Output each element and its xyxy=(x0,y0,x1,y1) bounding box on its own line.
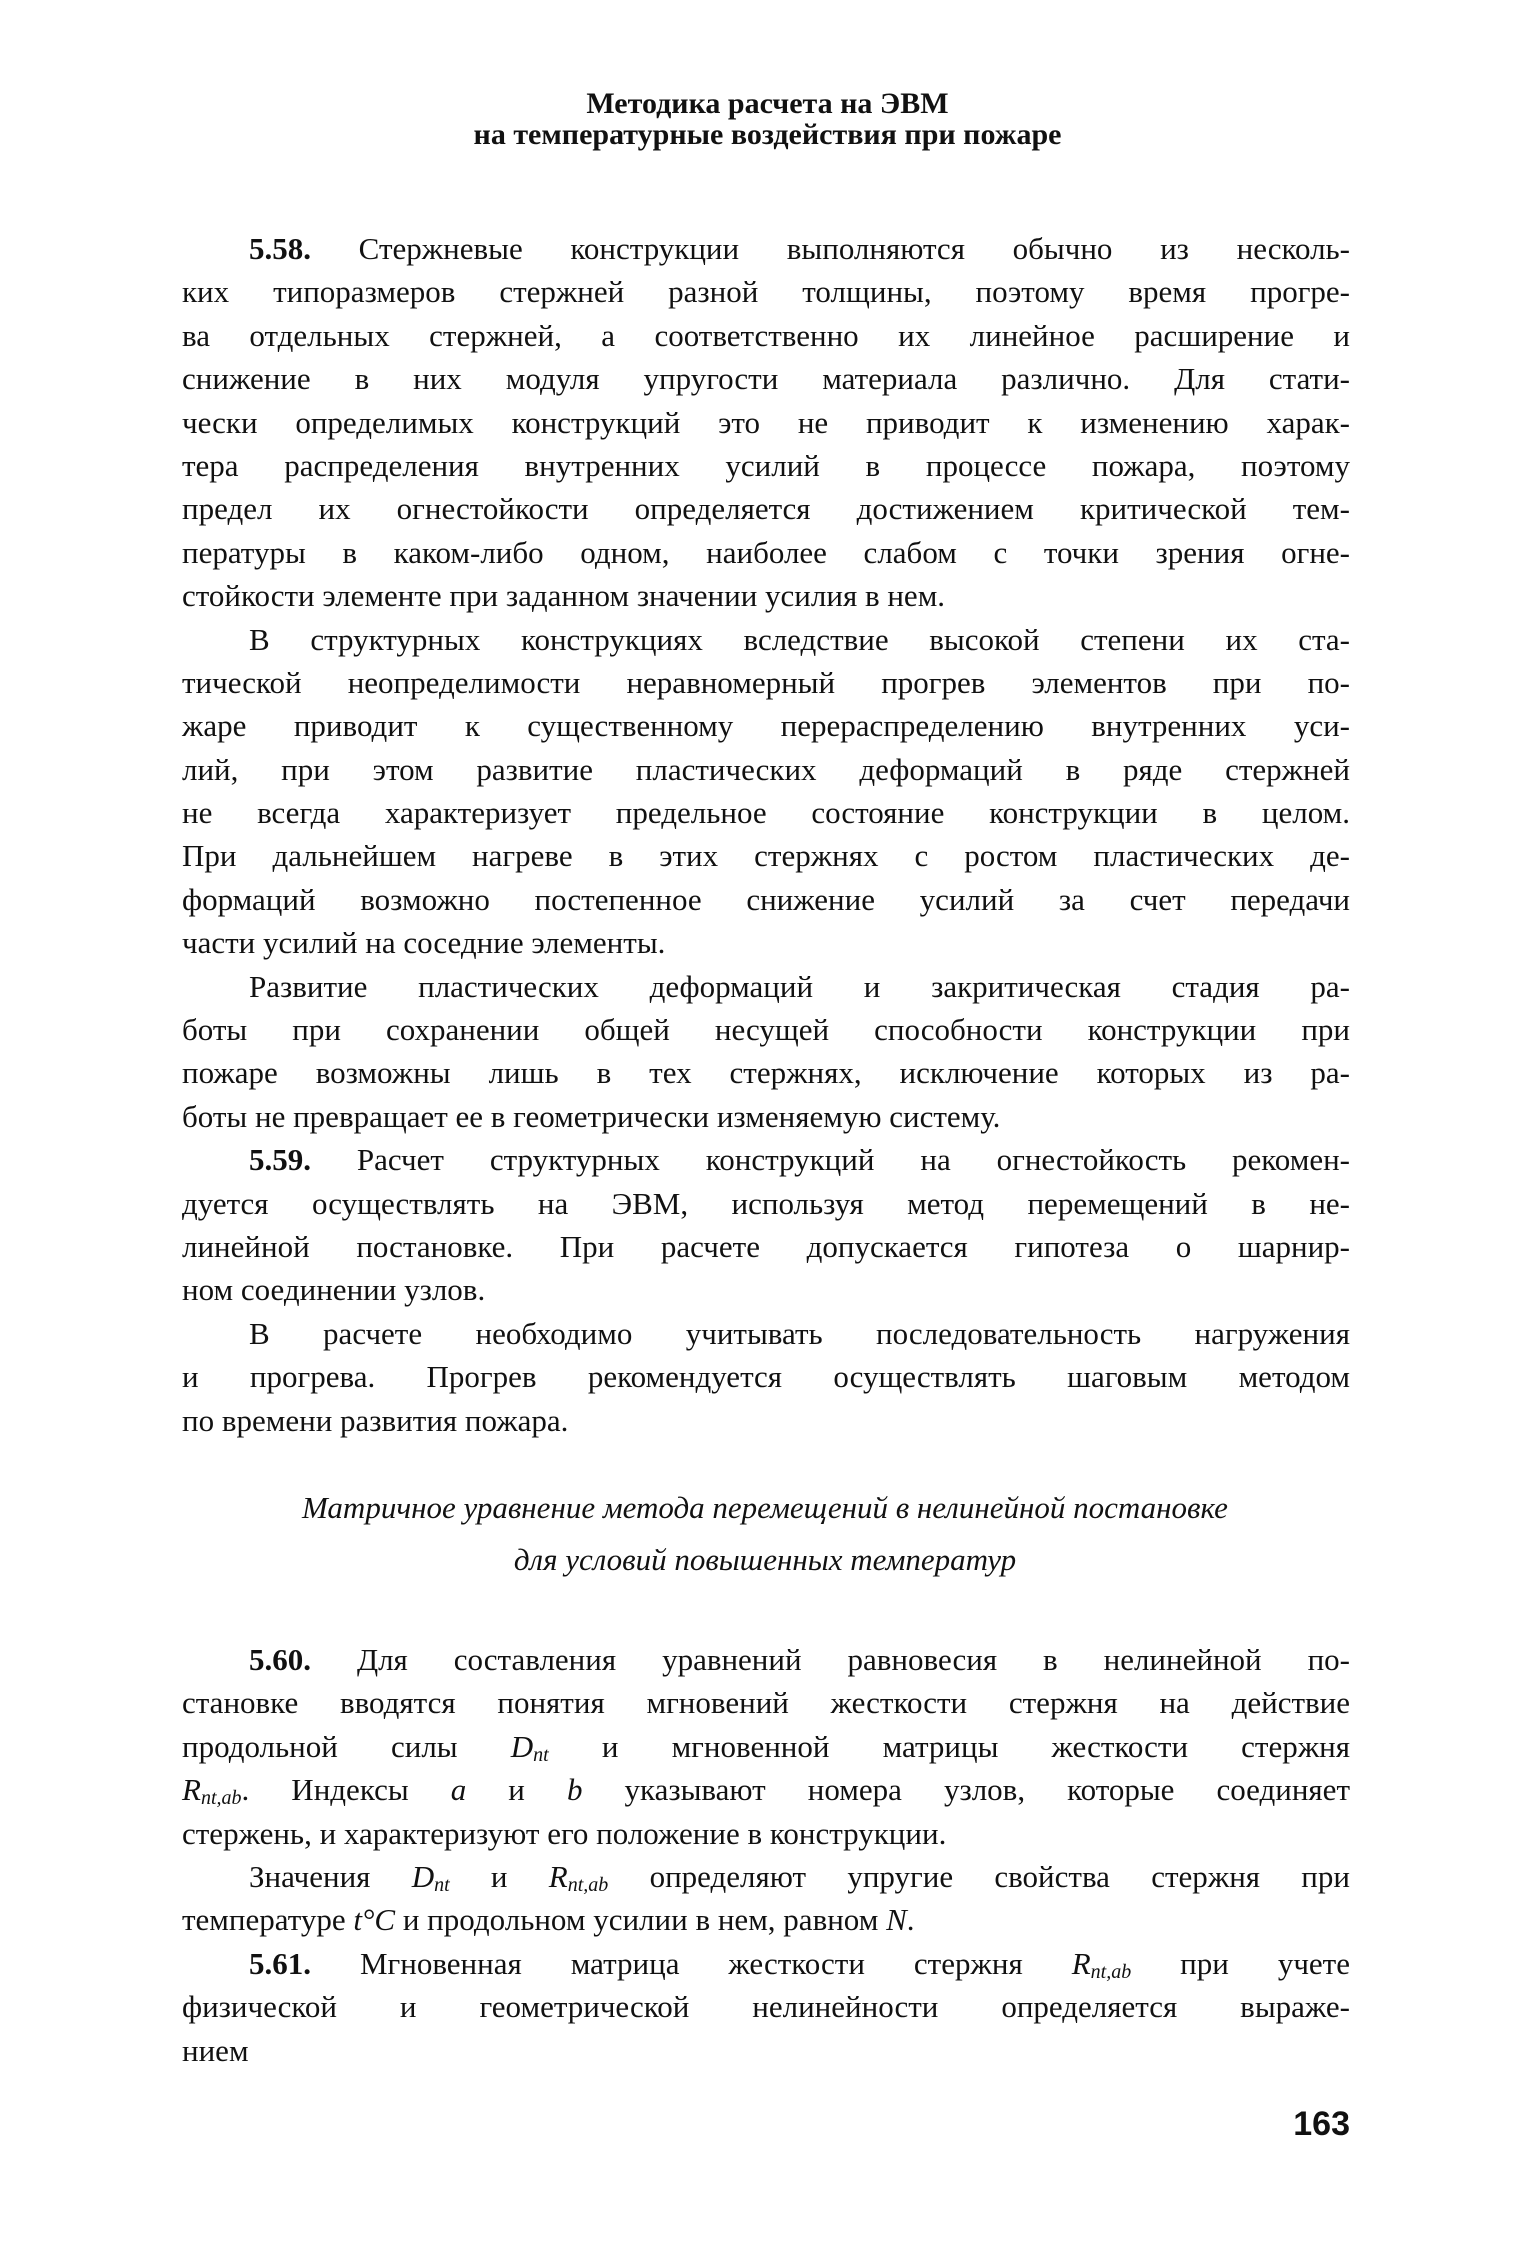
math-symbol: b xyxy=(566,1772,583,1808)
text-line xyxy=(182,270,1350,313)
text-line xyxy=(182,2029,1350,2072)
text-span: ва отдельных стержней, а соответственно их линейное расширение и xyxy=(182,317,1350,353)
paragraph xyxy=(182,1312,1350,1442)
text-line xyxy=(182,227,1350,270)
text-span: по времени развития пожара. xyxy=(182,1402,569,1438)
text-span: В структурных конструкциях вследствие высокой степени их ста- xyxy=(249,621,1350,657)
text-span: ном соединении узлов. xyxy=(182,1272,486,1308)
text-line xyxy=(182,401,1350,444)
text-line xyxy=(182,1638,1350,1681)
subscript: nt xyxy=(533,1743,549,1766)
text-span: тической неопределимости неравномерный прогрев элементов при по- xyxy=(182,664,1350,700)
paragraph xyxy=(182,618,1350,965)
text-span: 5.60. xyxy=(249,1642,311,1677)
text-line xyxy=(182,1942,1350,1985)
text-span: . Индексы xyxy=(241,1772,451,1808)
text-line xyxy=(182,1008,1350,1051)
text-line xyxy=(182,357,1350,400)
text-span: Развитие пластических деформаций и закритическая стадия ра- xyxy=(249,968,1350,1004)
text-span: жаре приводит к существенному перераспределению внутренних уси- xyxy=(182,708,1350,744)
paragraph xyxy=(182,1138,1350,1312)
text-line xyxy=(182,965,1350,1008)
text-line xyxy=(182,487,1350,530)
math-symbol: t°C xyxy=(353,1902,396,1938)
text-span: боты не превращает ее в геометрически изменяемую систему. xyxy=(182,1098,1001,1134)
text-line xyxy=(182,1268,1350,1311)
text-span: температуре xyxy=(182,1902,354,1938)
text-span: линейной постановке. При расчете допускается гипотеза о шарнир- xyxy=(182,1228,1350,1264)
text-line xyxy=(182,1812,1350,1855)
math-symbol: D xyxy=(411,1858,435,1894)
math-symbol: D xyxy=(510,1728,534,1764)
text-line xyxy=(182,661,1350,704)
text-line xyxy=(182,314,1350,357)
page-number: 163 xyxy=(1293,2105,1350,2143)
text-line xyxy=(182,1225,1350,1268)
text-span: чески определимых конструкций это не приводит к изменению харак- xyxy=(182,404,1350,440)
subscript: nt,ab xyxy=(567,1873,609,1896)
text-line xyxy=(182,1681,1350,1724)
text-line xyxy=(182,444,1350,487)
text-span: указывают номера узлов, которые соединяет xyxy=(582,1772,1350,1808)
section-title-line-2: на температурные воздействия при пожаре xyxy=(473,118,1062,151)
text-line xyxy=(182,1898,1350,1941)
text-line xyxy=(182,1182,1350,1225)
text-span: и продольном усилии в нем, равном xyxy=(395,1902,887,1938)
text-span: боты при сохранении общей несущей способности конструкции при xyxy=(182,1012,1350,1048)
text-span: Стержневые конструкции выполняются обычно из несколь- xyxy=(311,231,1350,266)
text-span: нием xyxy=(182,2032,249,2068)
text-span: тера распределения внутренних усилий в процессе пожара, поэтому xyxy=(182,447,1350,483)
text-span: становке вводятся понятия мгновений жесткости стержня на действие xyxy=(182,1685,1350,1721)
text-line xyxy=(182,878,1350,921)
text-line xyxy=(182,1725,1350,1768)
text-line xyxy=(182,1095,1350,1138)
text-span: при учете xyxy=(1131,1945,1350,1981)
text-span: и xyxy=(449,1858,549,1894)
text-line xyxy=(182,1855,1350,1898)
text-span: В расчете необходимо учитывать последовательность нагружения xyxy=(249,1315,1350,1351)
body-text-block-1 xyxy=(182,227,1350,1442)
text-span: стойкости элементе при заданном значении усилия в нем. xyxy=(182,578,946,614)
body-text-block-2 xyxy=(182,1638,1350,2072)
text-span: части усилий на соседние элементы. xyxy=(182,925,666,961)
subscript: nt,ab xyxy=(200,1787,242,1810)
text-line xyxy=(182,1768,1350,1811)
section-title-line-1: Методика расчета на ЭВМ xyxy=(586,87,949,120)
text-line xyxy=(182,921,1350,964)
paragraph xyxy=(182,965,1350,1139)
paragraph xyxy=(182,227,1350,618)
text-span: Мгновенная матрица жесткости стержня xyxy=(311,1945,1072,1981)
text-span: не всегда характеризует предельное состояние конструкции в целом. xyxy=(182,795,1350,831)
paragraph xyxy=(182,1855,1350,1942)
subscript: nt,ab xyxy=(1090,1960,1132,1983)
text-span: и xyxy=(466,1772,567,1808)
text-span: формаций возможно постепенное снижение усилий за счет передачи xyxy=(182,881,1350,917)
text-span: и мгновенной матрицы жесткости стержня xyxy=(548,1728,1350,1764)
text-span: 5.61. xyxy=(249,1945,311,1981)
text-span: пературы в каком-либо одном, наиболее слабом с точки зрения огне- xyxy=(182,534,1350,570)
text-span: Для составления уравнений равновесия в нелинейной по- xyxy=(311,1642,1350,1677)
text-line xyxy=(182,704,1350,747)
text-line xyxy=(182,1355,1350,1398)
text-line xyxy=(182,1138,1350,1181)
text-line xyxy=(182,574,1350,617)
text-line xyxy=(182,791,1350,834)
text-line xyxy=(182,1985,1350,2028)
text-span: При дальнейшем нагреве в этих стержнях с ростом пластических де- xyxy=(182,838,1350,874)
text-span: 5.59. xyxy=(249,1142,311,1178)
text-span: определяют упругие свойства стержня при xyxy=(608,1858,1350,1894)
text-span: пожаре возможны лишь в тех стержнях, исключение которых из ра- xyxy=(182,1055,1350,1091)
text-line xyxy=(182,1312,1350,1355)
math-symbol: R xyxy=(182,1772,201,1808)
text-span: дуется осуществлять на ЭВМ, используя метод перемещений в не- xyxy=(182,1185,1350,1221)
text-span: физической и геометрической нелинейности определяется выраже- xyxy=(182,1989,1350,2025)
math-symbol: R xyxy=(548,1858,568,1894)
text-line xyxy=(182,834,1350,877)
text-line xyxy=(182,1399,1350,1442)
text-span: предел их огнестойкости определяется достижением критической тем- xyxy=(182,491,1350,527)
text-line xyxy=(182,1051,1350,1094)
subheading-line-1: Матричное уравнение метода перемещений в нелинейной постановке xyxy=(302,1490,1228,1525)
text-line xyxy=(182,748,1350,791)
text-span: . xyxy=(906,1902,915,1938)
text-line xyxy=(182,618,1350,661)
paragraph xyxy=(182,1942,1350,2072)
math-symbol: R xyxy=(1071,1945,1091,1981)
text-span: и прогрева. Прогрев рекомендуется осуществлять шаговым методом xyxy=(182,1359,1350,1395)
text-span: продольной силы xyxy=(182,1728,511,1764)
text-span: 5.58. xyxy=(249,231,311,266)
text-span: ких типоразмеров стержней разной толщины, поэтому время прогре- xyxy=(182,274,1350,310)
text-span: Расчет структурных конструкций на огнестойкость рекомен- xyxy=(311,1142,1350,1178)
subscript: nt xyxy=(434,1873,450,1896)
text-span: лий, при этом развитие пластических деформаций в ряде стержней xyxy=(182,751,1350,787)
text-span: снижение в них модуля упругости материала различно. Для стати- xyxy=(182,361,1350,397)
paragraph xyxy=(182,1638,1350,1855)
text-span: стержень, и характеризуют его положение в конструкции. xyxy=(182,1815,947,1851)
math-symbol: a xyxy=(450,1772,467,1808)
subheading-line-2: для условий повышенных температур xyxy=(513,1542,1017,1577)
math-symbol: N xyxy=(886,1902,907,1938)
text-span: Значения xyxy=(249,1858,412,1894)
text-line xyxy=(182,531,1350,574)
